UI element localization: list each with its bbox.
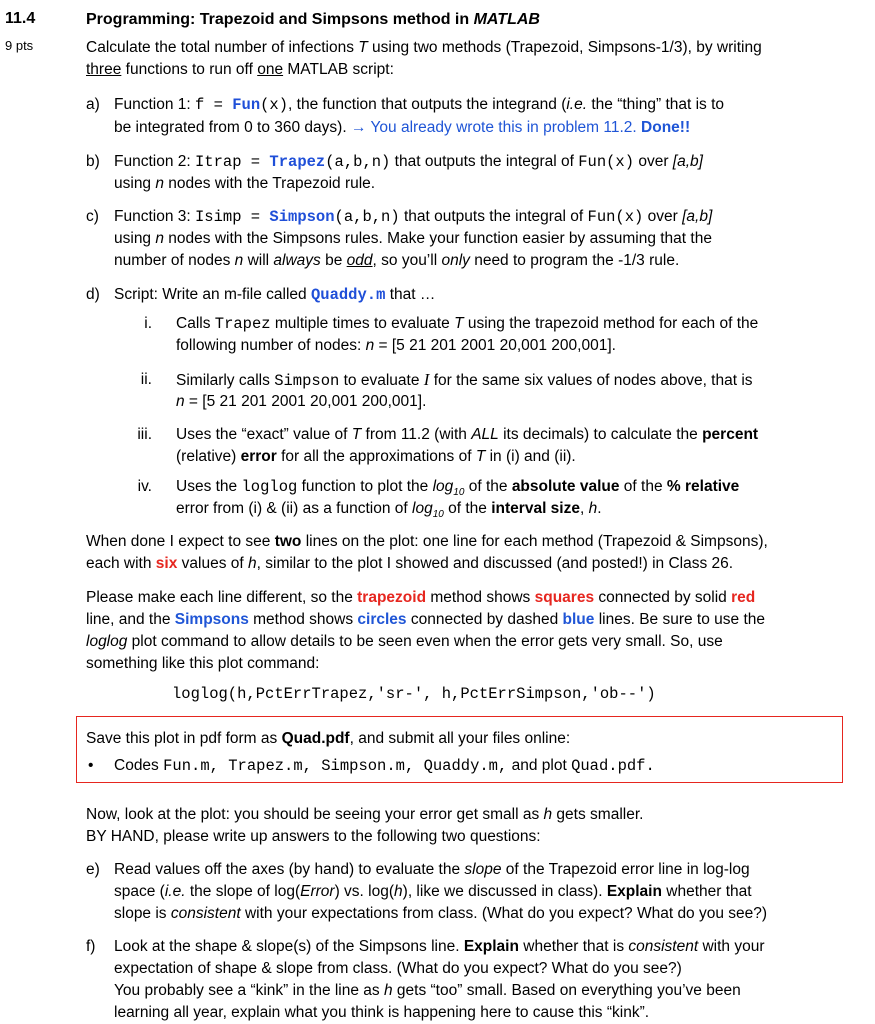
part-d-iii-label: iii. — [137, 426, 152, 443]
part-d-iv-label: iv. — [137, 478, 152, 495]
part-b-line-2: using n nodes with the Trapezoid rule. — [114, 175, 376, 192]
part-d-iv-line-1: Uses the loglog function to plot the $\log_{10}$ of the absolute value of the % relative — [176, 478, 740, 499]
part-d-iv-line-2: error from (i) & (ii) as a function of $\log_{10}$ of the interval size, h. — [176, 500, 602, 521]
save-line-2: Codes Fun.m, Trapez.m, Simpson.m, Quaddy.m, and plot Quad.pdf. — [114, 757, 655, 775]
part-d-i-label: i. — [144, 315, 152, 332]
please-line-4: something like this plot command: — [86, 655, 320, 672]
part-e-label: e) — [86, 861, 100, 878]
part-d-ii-label: ii. — [140, 371, 152, 388]
please-line-2: line, and the Simpsons method shows circles connected by dashed blue lines. Be sure to use the — [86, 611, 766, 628]
part-f-line-4: learning all year, explain what you think is happening here to cause this “kink”. — [114, 1004, 650, 1021]
part-c-label: c) — [86, 208, 99, 225]
part-d-iii-line-2: (relative) error for all the approximations of T in (i) and (ii). — [176, 448, 576, 465]
problem-points: 9 pts — [5, 38, 34, 53]
part-a-line-1: Function 1: f = Fun(x), the function that outputs the integrand (i.e. the “thing” that is to — [114, 96, 725, 114]
part-c-line-1: Function 3: Isimp = Simpson(a,b,n) that outputs the integral of Fun(x) over [a,b] — [114, 208, 713, 226]
part-f-line-1: Look at the shape & slope(s) of the Simpsons line. Explain whether that is consistent with your — [114, 938, 765, 955]
part-c-line-3: number of nodes n will always be odd, so you’ll only need to program the -1/3 rule. — [114, 252, 680, 269]
please-line-1: Please make each line different, so the trapezoid method shows squares connected by solid red — [86, 589, 756, 606]
part-e-line-1: Read values off the axes (by hand) to evaluate the slope of the Trapezoid error line in log-log — [114, 861, 750, 878]
problem-title: Programming: Trapezoid and Simpsons method in MATLAB — [86, 11, 540, 28]
plot-command-code: loglog(h,PctErrTrapez,'sr-', h,PctErrSimpson,'ob--') — [172, 685, 656, 703]
bullet-icon: • — [88, 757, 94, 774]
part-e-line-3: slope is consistent with your expectations from class. (What do you expect? What do you see?) — [114, 905, 768, 922]
part-f-label: f) — [86, 938, 96, 955]
now-line-1: Now, look at the plot: you should be seeing your error get small as h gets smaller. — [86, 806, 644, 823]
arrow-right-icon: → — [350, 119, 367, 136]
part-f-line-2: expectation of shape & slope from class. (What do you expect? What do you see?) — [114, 960, 682, 977]
part-d-i-line-1: Calls Trapez multiple times to evaluate T using the trapezoid method for each of the — [176, 315, 759, 333]
save-line-1: Save this plot in pdf form as Quad.pdf, and submit all your files online: — [86, 730, 571, 747]
please-line-3: loglog plot command to allow details to be seen even when the error gets very small. So, use — [86, 633, 723, 650]
part-d-label: d) — [86, 286, 100, 303]
when-done-line-2: each with six values of h, similar to the plot I showed and discussed (and posted!) in Class 26. — [86, 555, 734, 572]
when-done-line-1: When done I expect to see two lines on the plot: one line for each method (Trapezoid & Simpsons), — [86, 533, 768, 550]
part-b-label: b) — [86, 153, 100, 170]
intro-line-2: three functions to run off one MATLAB script: — [86, 61, 394, 78]
part-b-line-1: Function 2: Itrap = Trapez(a,b,n) that outputs the integral of Fun(x) over [a,b] — [114, 153, 703, 171]
intro-line-1: Calculate the total number of infections T using two methods (Trapezoid, Simpsons-1/3), by writing — [86, 39, 762, 56]
part-f-line-3: You probably see a “kink” in the line as h gets “too” small. Based on everything you’ve been — [114, 982, 741, 999]
part-d-ii-line-2: n = [5 21 201 2001 20,001 200,001]. — [176, 393, 427, 410]
problem-number: 11.4 — [5, 10, 36, 27]
part-a-line-2: be integrated from 0 to 360 days). → You already wrote this in problem 11.2. Done!! — [114, 119, 691, 136]
part-d-ii-line-1: Similarly calls Simpson to evaluate I for the same six values of nodes above, that is — [176, 370, 753, 390]
part-e-line-2: space (i.e. the slope of log(Error) vs. log(h), like we discussed in class). Explain whether that — [114, 883, 752, 900]
now-line-2: BY HAND, please write up answers to the following two questions: — [86, 828, 541, 845]
part-d-line-1: Script: Write an m-file called Quaddy.m that … — [114, 286, 436, 304]
part-c-line-2: using n nodes with the Simpsons rules. Make your function easier by assuming that the — [114, 230, 712, 247]
part-d-iii-line-1: Uses the “exact” value of T from 11.2 (with ALL its decimals) to calculate the percent — [176, 426, 759, 443]
part-a-label: a) — [86, 96, 100, 113]
part-d-i-line-2: following number of nodes: n = [5 21 201 2001 20,001 200,001]. — [176, 337, 616, 354]
